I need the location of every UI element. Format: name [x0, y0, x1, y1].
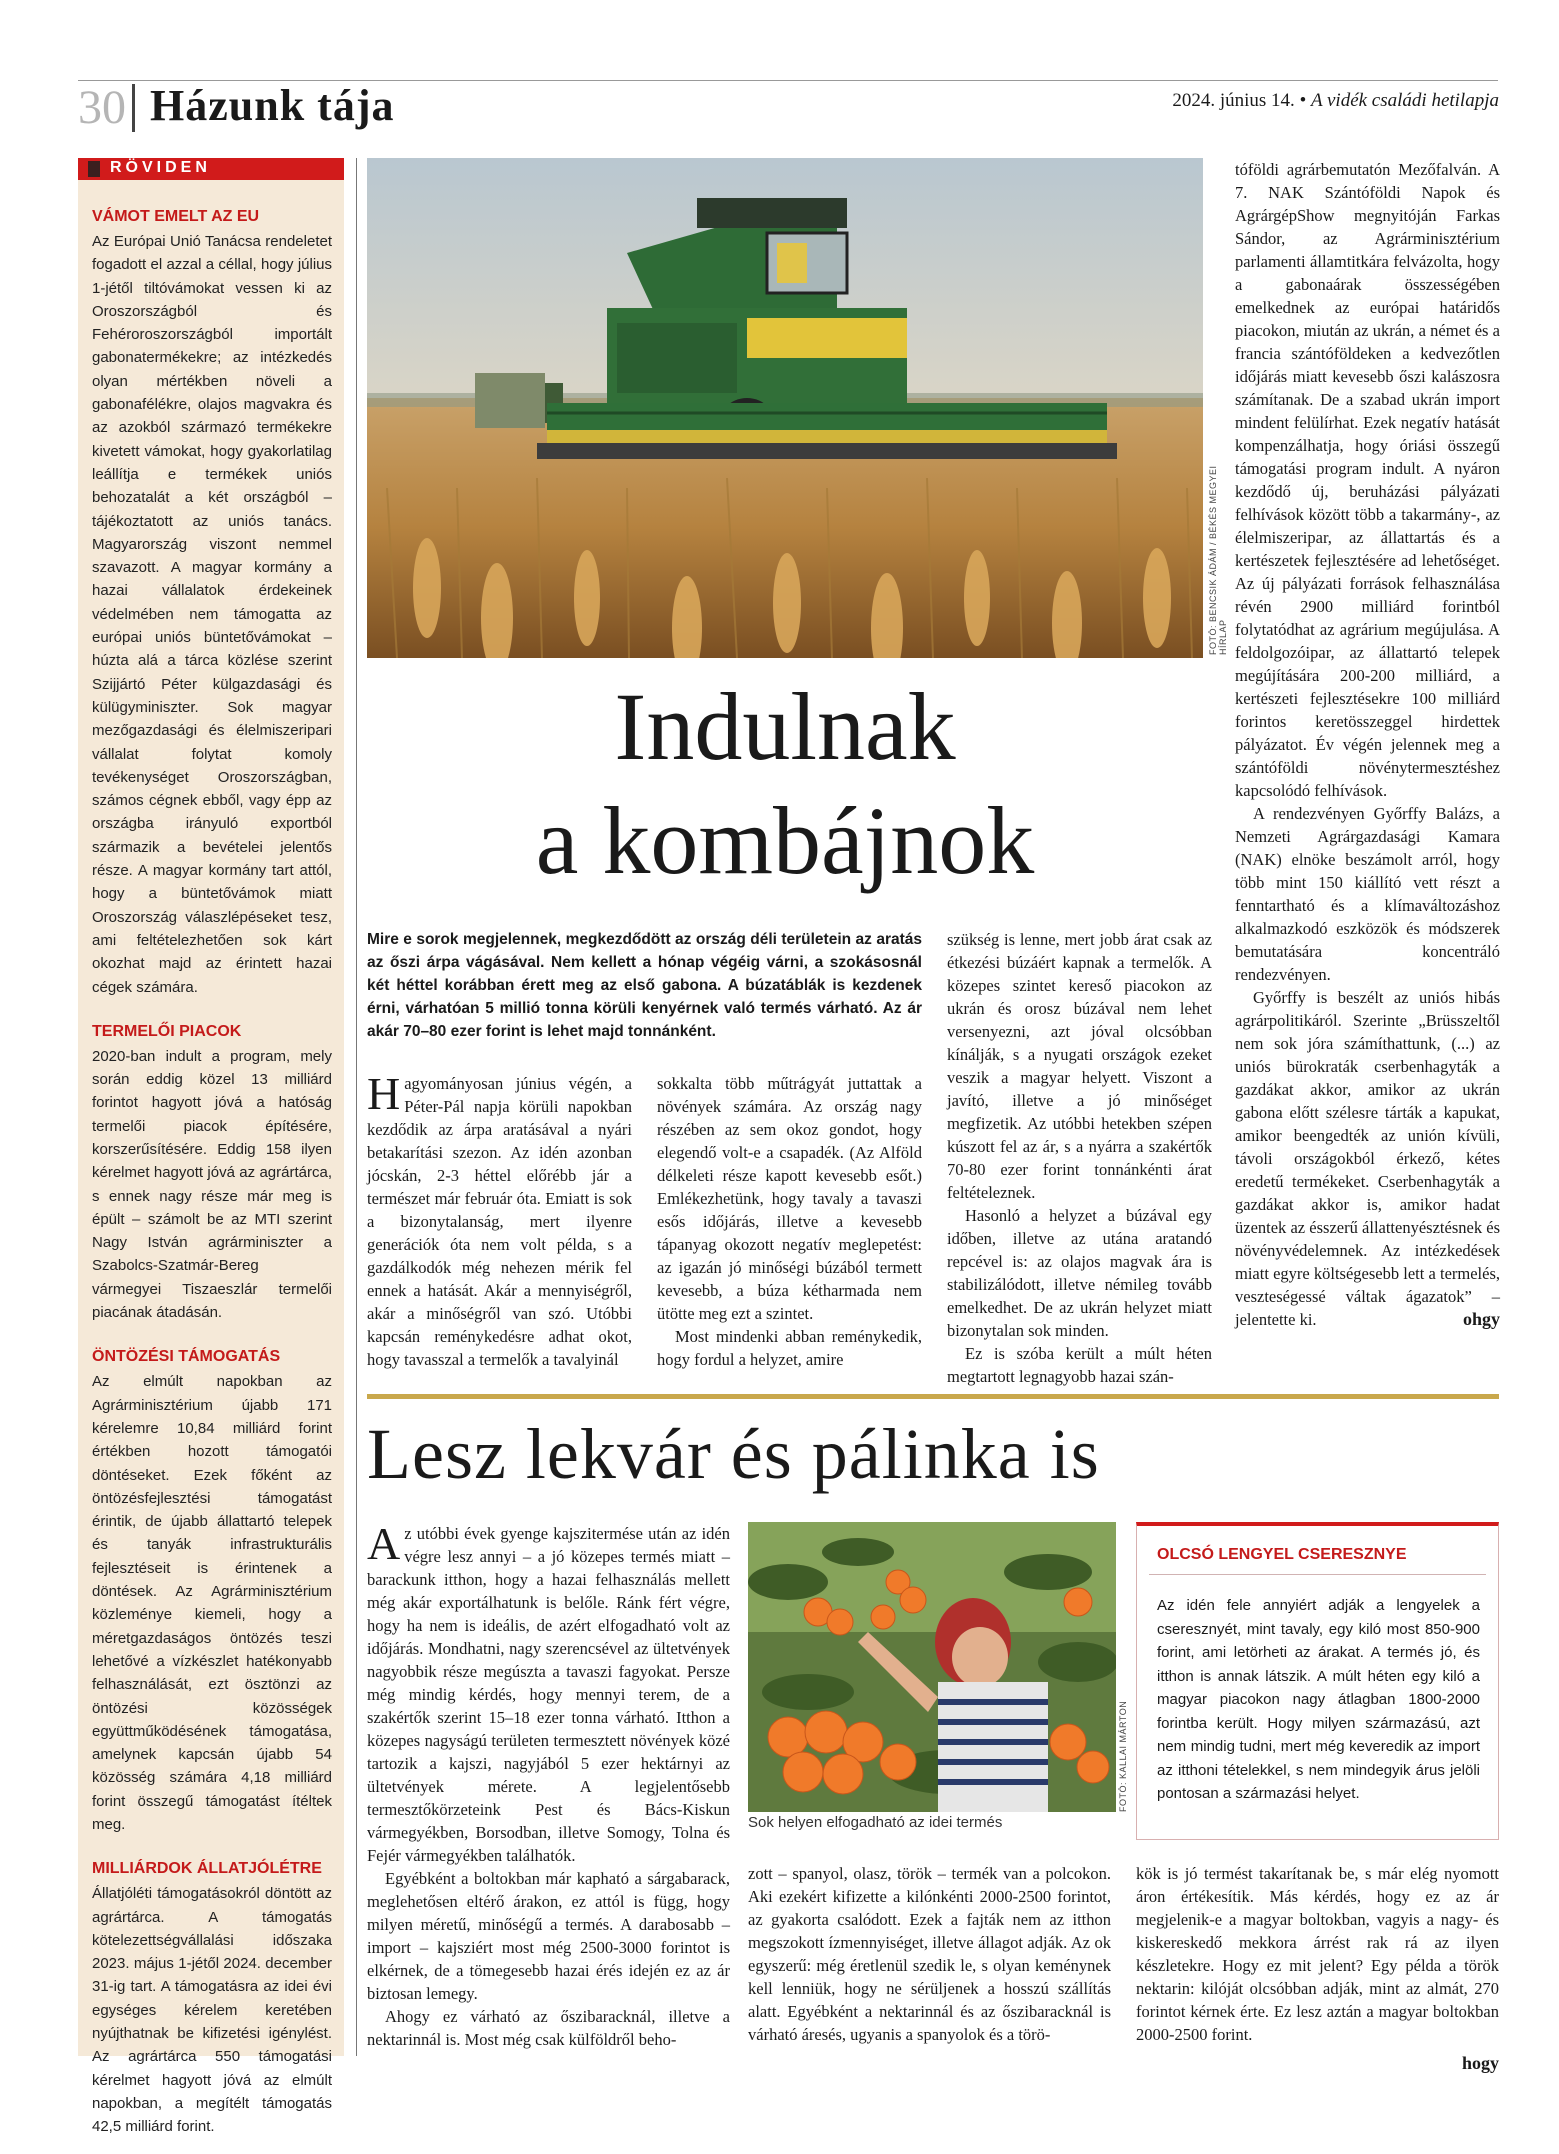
sidebar-label-bar	[78, 158, 344, 180]
photo-caption: Sok helyen elfogadható az idei termés	[748, 1814, 1003, 1831]
column-divider	[356, 158, 357, 2056]
headline-line: Indulnak	[614, 673, 956, 780]
headline-line: a kombájnok	[535, 787, 1035, 894]
article-separator	[367, 1394, 1499, 1399]
apricot-illustration	[748, 1522, 1116, 1812]
paragraph-text: z utóbbi évek gyenge kajszitermése után az idén végre lesz annyi – a jó közepes termés miatt – barackunk itthon, hogy a hazai felhasználás mellett még akár exportálhatunk is belőle. Ránk fért végre, hogy ha nem is ideális, de azért elfogadható volt az időjárás. Mondhatni, nagy szerencsével az ültetvények nagyobbik része megúszta a tavaszi fagyokat. Persze még mindig kérdés, hogy mennyi terem, de a szakértők szerint 15–18 ezer tonna várható. Itthon a közepes nagyságú területen termesztett növények közé tartozik a kajszi, nagyjából 5 ezer hektárnyi az ültetvények mérete. A legjelentősebb termesztőkörzeteink Pest és Bács-Kiskun vármegyékben, Borsodban, illetve Somogy, Tolna és Fejér vármegyékben találhatók.	[367, 1524, 730, 1865]
news-item-title: ÖNTÖZÉSI TÁMOGATÁS	[92, 1348, 281, 1366]
paragraph: Hasonló a helyzet a búzával egy időben, illetve az utána aratandó repcével is: az olajos magvak ára is stabilizálódott, illetve némileg tovább emelkedhet. De az ukrán helyzet miatt bizonytalan sok minden.	[947, 1206, 1212, 1340]
paragraph: tóföldi agrárbemutatón Mezőfalván. A 7. NAK Szántóföldi Napok és AgrárgépShow megnyitóján Farkas Sándor, az Agrárminisztérium parlamenti államtitkára felvázolta, hogy a gabonaárak összességében emelkednek az európai határidős piacokon, miután az ukrán, a német és a francia szántóföldeken a kedvezőtlen időjárás miatt kevesebb őszi kalászosra számítanak. De a szabad ukrán import mindent felülírhat. Ezek negatív hatását kompenzálhatja, hogy óriási összegű támogatási program indult. A nyáron kezdődő új, beruházási pályázati felhívások között több a takarmány-, az élelmiszeripar, az állattartás és a kertészetek fejlesztésére ad lehetőséget. Az új pályázati források felhasználása révén 2900 milliárd forintból folytatódhat az agrárium megújulása. A feldolgozóipar, az állattartó telepek megújítására 200-200 milliárd, a kertészeti fejlesztésekre 100 milliárd forintos keretösszeggel hirdettek pályázatot. Év végén jelennek meg a szántóföldi növénytermesztéshez kapcsolódó felhívások.	[1235, 160, 1500, 800]
news-item-text: Az Európai Unió Tanácsa rendeletet fogadott el azzal a céllal, hogy július 1-jétől tiltóvámokat vessen ki az Oroszországból és Fehéroroszországból importált gabonatermékekre; az intézkedés olyan mértékben növeli a gabonafélékre, olajos magvakra és az azokból származó termékekre kivetett vámokat, hogy gyakorlatilag leállítja e termékek uniós behozatalát a két országból – tájékoztatott az uniós tanács. Magyarország viszont nemmel szavazott. A magyar kormány a hazai vállalatok érdekeinek védelmében nem támogatta az európai uniós büntetővámokat – húzta alá a tárca közlése szerint Szijjártó Péter külgazdasági és külügyminiszter. Sok magyar mezőgazdasági és élelmiszeripari vállalat folytat komoly tevékenységet Oroszországban, számos cégnek ebből, vagy épp az országba irányuló exportból származik a bevételei jelentős része. A magyar kormány tart attól, hogy a büntetővámok miatt Oroszország válaszlépéseket tesz, ami feltételezhetően sok kárt okozhat majd az érintett hazai cégek számára.	[92, 233, 332, 996]
paragraph: kök is jó termést takarítanak be, s már elég nyomott áron értékesítik. Más kérdés, hogy ez az ár megjelenik-e a magyar boltokban, vagyis a nagy- és kiskereskedő mekkora árrést rak rá az ilyen készletekre. Hogy ez mit jelent? Egy példa a török nektarin: kilóját olcsóbban adják, mint az almát, 270 forintot kérnek érte. Ez lesz aztán a magyar boltokban 2000-2500 forint.	[1136, 1864, 1499, 2044]
paragraph: zott – spanyol, olasz, török – termék van a polcokon. Aki ezekért kifizette a kilónkénti 2000-2500 forintot, az gyakorta csalódott. Ezek a fajták nem az itthon megszokott ízmennyiséget, illetve állagot adják. Az ok egyszerű: még éretlenül szedik le, s olyan keménynek kell lenniük, hogy ne sérüljenek a hosszú szállítás alatt. Egyébként a nektarinnál és az őszibaracknál is várható áresés, ugyanis a spanyolok és a törö-	[748, 1864, 1111, 2044]
news-item	[92, 1021, 332, 1325]
paragraph: szükség is lenne, mert jobb árat csak az étkezési búzáért kapnak a termelők. A közepes szintet kereső piacokon az ukrán és orosz búzával nem lehet versenyezni, azt jóval olcsóbban kínálják, s a nyugati országok ezeket veszik a magyar helyett. Viszont a javító, illetve a jó minőséget megfizetik. Az utóbbi hetekben szépen kúszott fel az ár, s a nyárra a szakértők 70-80 ezer forint tonnánkénti árat feltételeznek.	[947, 930, 1212, 1202]
news-item-text: Az elmúlt napokban az Agrárminisztérium újabb 171 kérelemre 10,84 milliárd forint értékben hozott támogatói döntéseket. Ezek főként az öntözésfejlesztési támogatást érintik, de újabb állattartó telepek és tanyák infrastrukturális fejlesztéseit is érintenek a döntések. Az Agrárminisztérium közleménye kiemeli, hogy a méretgazdaságos öntözés teszi lehetővé a vízkészlet hatékonyabb felhasználását, ezt ösztönzi az öntözési közösségek együttműködésének támogatása, amelynek kapcsán újabb 54 közösség számára 4,18 milliárd forint összegű támogatást ítéltek meg.	[92, 1373, 332, 1833]
article-column	[657, 1072, 922, 1371]
paragraph-text: Győrffy is beszélt az uniós hibás agrárpolitikáról. Szerinte „Brüsszeltől nem sok jóra számíthattunk, (...) az uniós bürokraták cserbenhagyták a gazdákat akkor, amikor az ukrán gabona előtt szélesre tárták a kapukat, amikor beengedték az unión kívüli, távoli országokból érkező, kétes eredetű termékeket. Cserbenhagyták a gazdákat akkor is, amikor hadat üzentek az ésszerű állattenyésztésnek és növényvédelemnek. Az intézkedések miatt egyre költségesebb lett a termelés, veszteségessé váltak ágazatok” – jelentette ki.	[1235, 988, 1500, 1329]
tagline: A vidék családi hetilapja	[1310, 90, 1499, 111]
header-dateline	[1172, 90, 1499, 112]
label-block	[88, 161, 100, 177]
news-item-text: 2020-ban indult a program, mely során eddig közel 13 milliárd forintot hagyott jóvá a hatóság termelői piacok építésére, korszerűsítésére. Eddig 158 ilyen kérelmet hagyott jóvá az agrártárca, s ennek nagy része már meg is épült – számolt be az MTI szerint Nagy István agrárminiszter a Szabolcs-Szatmár-Bereg vármegyei Tiszaeszlár termelői piacának átadásán.	[92, 1047, 332, 1322]
sidebar-news	[92, 206, 332, 2154]
news-item-text: Állatjóléti támogatásokról döntött az agrártárca. A támogatás kötelezettségvállalási időszaka 2023. május 1-jétől 2024. december 31-ig tart. A támogatásra az idei évi egységes kérelem keretében nyújthatnak be kifizetési igénylést. Az agrártárca 550 támogatási kérelmet hagyott jóvá az elmúlt napokban, a megítélt támogatás 42,5 milliárd forint.	[92, 1885, 332, 2136]
drop-cap: A	[367, 1518, 401, 1569]
box-divider	[1149, 1574, 1486, 1575]
paragraph: Most mindenki abban reménykedik, hogy fordul a helyzet, amire	[657, 1327, 922, 1369]
page-number: 30	[78, 84, 135, 132]
paragraph: Egyébként a boltokban már kapható a sárgabarack, meglehetősen eltérő árakon, ez attól is függ, hogy milyen méretű, minőségű a termés. A darabosabb – import – kajsziért most még 2500-3000 forintot is elkérnek, de a tömegesebb hazai érés idején ez az ár biztosan lemegy.	[367, 1869, 730, 2003]
photo-credit: FOTÓ: KALLAI MÁRTON	[1118, 1700, 1128, 1812]
box-text: Az idén fele annyiért adják a lengyelek a cseresznyét, mint tavaly, egy kiló most 850-900 forint, ami letörheti az árakat. A termés jó, és itthon is annak látszik. A múlt héten egy kiló a magyar piacokon nagy átlagban 1800-2000 forintba került. Hogy milyen származású, azt nem mindig tudni, mert még keveredik az import az itthoni tételekkel, s nem mindegyik árus jelöli pontosan a származási helyet.	[1157, 1597, 1480, 1802]
paragraph	[367, 1068, 632, 1371]
article-headline	[367, 670, 1203, 898]
harvester-illustration	[367, 158, 1203, 658]
news-item	[92, 206, 332, 999]
article-column	[748, 1862, 1111, 2046]
author-signature: hogy	[1461, 2053, 1499, 2073]
news-item-title: VÁMOT EMELT AZ EU	[92, 208, 260, 225]
article-column	[367, 1068, 632, 1371]
paragraph	[367, 1518, 730, 1867]
issue-date: 2024. június 14.	[1172, 90, 1295, 111]
drop-cap: H	[367, 1068, 401, 1119]
apricot-picking-photo	[748, 1522, 1116, 1812]
article-lead: Mire e sorok megjelennek, megkezdődött az ország déli területein az aratás az őszi árpa vágásával. Nem kellett a hónap végéig várni, a szokásosnál két héttel korábban érett meg az első gabona. A búzatáblák is kezdenek érni, várhatóan 5 millió tonna körüli kenyérnek való termés várható. Az ár akár 70–80 ezer forint is lehet majd tonnánként.	[367, 931, 922, 1040]
paragraph: A rendezvényen Győrffy Balázs, a Nemzeti Agrárgazdasági Kamara (NAK) elnöke beszámolt arról, hogy több mint 150 kiállító vett részt a fenntartható és a klímaváltozáshoz alkalmazkodó eszközök és módszerek bemutatására koncentráló rendezvényen.	[1235, 804, 1500, 984]
section-title: Házunk tája	[150, 81, 395, 130]
paragraph-text: agyományosan június végén, a Péter-Pál napja körüli napokban kezdődik az árpa aratásával a nyári betakarítási szezon. Az idén azonban jócskán, 2-3 héttel előrébb jár a természet már február óta. Emiatt is sok a bizonytalanság, mert ilyenre generációk óta nem volt példa, s a gazdálkodók még nehezen mérik fel ennek a hatását. Akár a mennyiségről, akár a minőségről van szó. Utóbbi kapcsán reménykedésre adhat okot, hogy tavasszal a termelők a tavalyinál	[367, 1074, 632, 1369]
photo-credit: FOTÓ: BENCSIK ÁDÁM / BÉKÉS MEGYEI HÍRLAP	[1208, 465, 1228, 655]
article-column	[947, 928, 1212, 1388]
paragraph: sokkalta több műtrágyát juttattak a növények számára. Az ország nagy részében az sem okoz gondot, hogy elegendő volt-e a csapadék. (Az Alföld délkeleti része kapott kevesebb esőt.) Emlékezhetünk, hogy tavaly a tavaszi esős időjárás, illetve a kevesebb tápanyag okozott negatív meglepetést: az igazán jó minőségi búzából termett kevesebb, a búza kétharmada nem ütötte meg ezt a szintet.	[657, 1074, 922, 1323]
sidebar-label: RÖVIDEN	[110, 159, 211, 176]
article-column	[1235, 158, 1500, 1331]
author-signature: ohgy	[1462, 1309, 1500, 1329]
sidebar-box	[1136, 1522, 1499, 1840]
box-title: OLCSÓ LENGYEL CSERESZNYE	[1157, 1546, 1407, 1563]
paragraph: Ahogy ez várható az őszibaracknál, illetve a nektarinnál is. Most még csak külföldről beho-	[367, 2007, 730, 2049]
paragraph	[1235, 986, 1500, 1331]
news-item-title: TERMELŐI PIACOK	[92, 1022, 242, 1040]
separator-dot: •	[1299, 90, 1307, 111]
combine-harvester-photo	[367, 158, 1203, 658]
news-item	[92, 1346, 332, 1836]
article-column	[367, 1518, 730, 2051]
news-item-title: MILLIÁRDOK ÁLLATJÓLÉTRE	[92, 1860, 322, 1878]
news-item	[92, 1858, 332, 2138]
article-headline: Lesz lekvár és pálinka is	[367, 1414, 1100, 1494]
paragraph: Ez is szóba került a múlt héten megtartott legnagyobb hazai szán-	[947, 1344, 1212, 1386]
article-column	[1136, 1862, 1499, 2075]
